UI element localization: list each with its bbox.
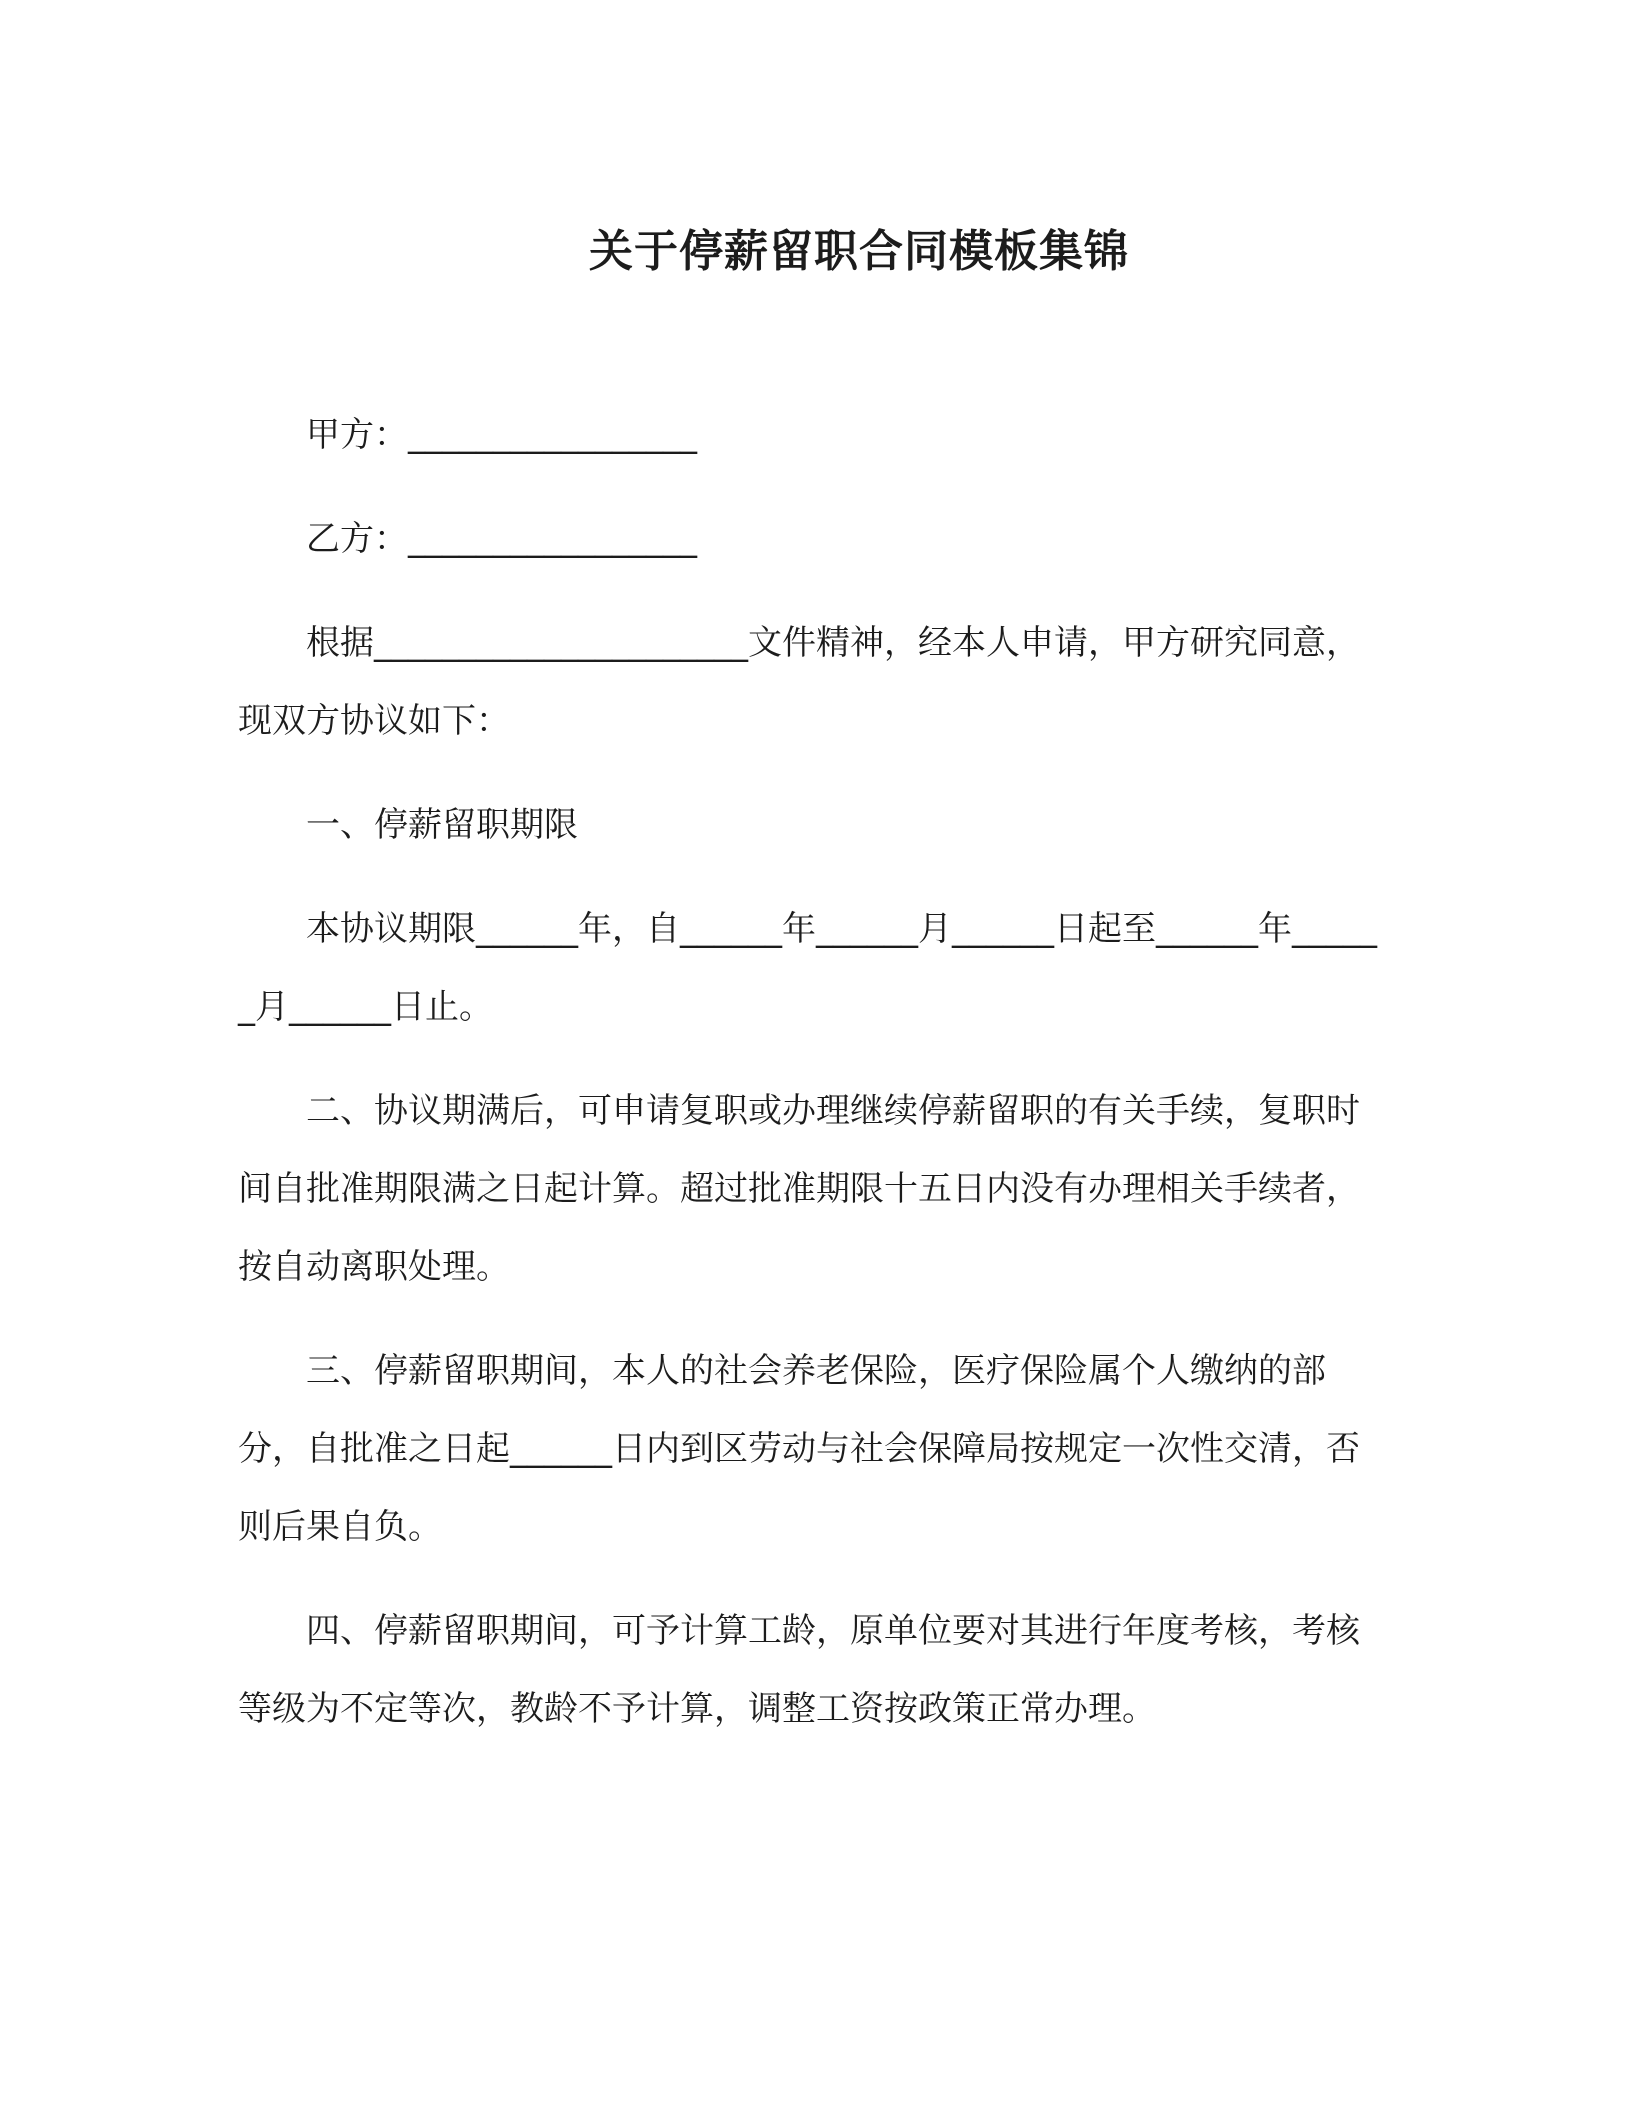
party-b-line: 乙方：_________________	[306, 519, 697, 559]
section-1-paragraph: 本协议期限______年，自______年______月______日起至______年______月______日止。	[238, 909, 1377, 1027]
document-title: 关于停薪留职合同模板集锦	[589, 226, 1129, 277]
party-a-line: 甲方：_________________	[306, 415, 697, 455]
intro-paragraph: 根据______________________文件精神，经本人申请，甲方研究同意，现双方协议如下：	[238, 623, 1360, 741]
section-2-paragraph: 二、协议期满后，可申请复职或办理继续停薪留职的有关手续，复职时间自批准期限满之日起计算。超过批准期限十五日内没有办理相关手续者，按自动离职处理。	[238, 1091, 1360, 1287]
document-body	[238, 396, 1388, 1774]
section-1-heading: 一、停薪留职期限	[306, 805, 578, 845]
section-4-paragraph: 四、停薪留职期间，可予计算工龄，原单位要对其进行年度考核，考核等级为不定等次，教龄不予计算，调整工资按政策正常办理。	[238, 1611, 1360, 1729]
section-3-paragraph: 三、停薪留职期间，本人的社会养老保险，医疗保险属个人缴纳的部分，自批准之日起______日内到区劳动与社会保障局按规定一次性交清，否则后果自负。	[238, 1351, 1360, 1547]
